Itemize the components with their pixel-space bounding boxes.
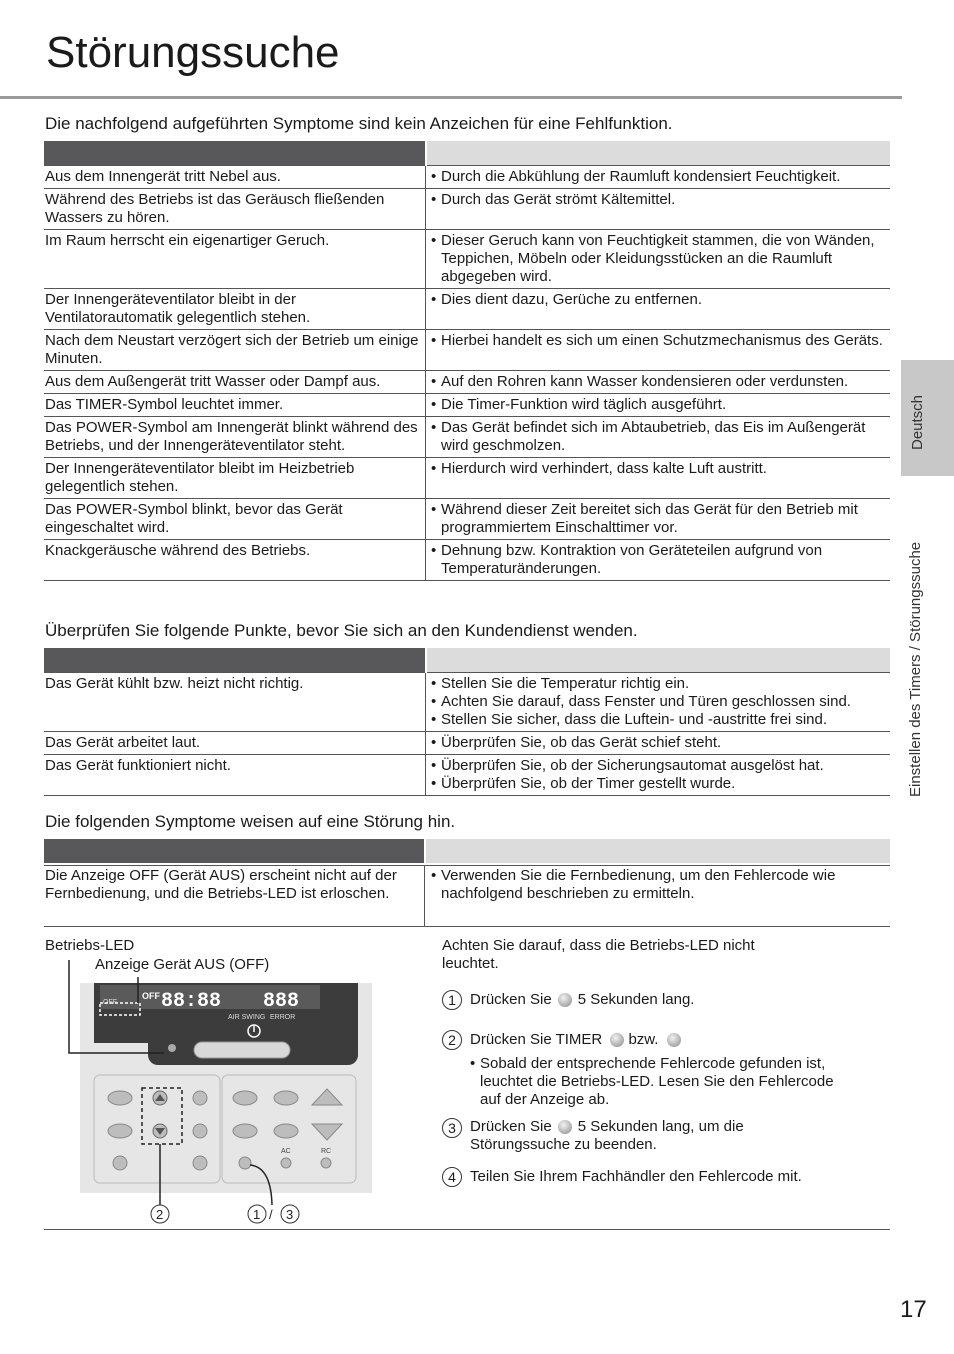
- section-side-label: Einstellen des Timers / Störungssuche: [907, 541, 924, 797]
- operation-led: [168, 1044, 176, 1052]
- cause-cell: [426, 673, 891, 732]
- symptom-cell: Das TIMER-Symbol leuchtet immer.: [44, 394, 426, 417]
- table-row: [44, 166, 890, 189]
- table-row: [44, 755, 890, 796]
- fault-cause: • Verwenden Sie die Fernbedienung, um den Fehlercode wie nachfolgend beschrieben zu ermitteln.: [431, 867, 836, 902]
- step-2-bullet: • Sobald der entsprechende Fehlercode gefunden ist, leuchtet die Betriebs-LED. Lesen Sie den Fehlercode auf der Anzeige ab.: [470, 1055, 834, 1108]
- label-ac: AC: [281, 1148, 291, 1155]
- remote-display-code: 888: [263, 990, 300, 1013]
- cause-item: • Dehnung bzw. Kontraktion von Geräteteilen aufgrund von Temperaturänderungen.: [431, 542, 823, 577]
- remote-off-large: OFF: [142, 991, 160, 1001]
- symptom-table-2: [44, 648, 890, 796]
- cause-item: • Während dieser Zeit bereitet sich das Gerät für den Betrieb mit programmiertem Einschalttimer vor.: [431, 501, 858, 536]
- remote-button[interactable]: [233, 1091, 257, 1105]
- remote-button[interactable]: [193, 1091, 207, 1105]
- symptom-cell: Das Gerät arbeitet laut.: [44, 732, 426, 755]
- check-button[interactable]: [239, 1157, 251, 1169]
- section-bottom-divider: [44, 1229, 890, 1230]
- cause-item: • Überprüfen Sie, ob das Gerät schief steht.: [431, 734, 722, 751]
- table-header-cause: [426, 648, 891, 673]
- cause-item: • Überprüfen Sie, ob der Timer gestellt wurde.: [431, 775, 736, 792]
- label-operation-led: Betriebs-LED: [45, 937, 135, 954]
- remote-button[interactable]: [193, 1124, 207, 1138]
- remote-button[interactable]: [108, 1091, 132, 1105]
- table-row: [44, 371, 890, 394]
- symptom-cell: Aus dem Innengerät tritt Nebel aus.: [44, 166, 426, 189]
- check-button-icon: [558, 1120, 572, 1134]
- table-row: [44, 499, 890, 540]
- fault-symptom: Die Anzeige OFF (Gerät AUS) erscheint nicht auf der Fernbedienung, und die Betriebs-LED ist erloschen.: [45, 867, 397, 902]
- symptom-cell: Nach dem Neustart verzögert sich der Betrieb um einige Minuten.: [44, 330, 426, 371]
- step-1: 1 Drücken Sie 5 Sekunden lang.: [442, 990, 694, 1010]
- cause-item: • Durch das Gerät strömt Kältemittel.: [431, 191, 676, 208]
- cause-item: • Durch die Abkühlung der Raumluft kondensiert Feuchtigkeit.: [431, 168, 841, 185]
- ac-reset-button[interactable]: [281, 1158, 291, 1168]
- cause-cell: [426, 330, 891, 371]
- cause-item: • Stellen Sie die Temperatur richtig ein.: [431, 675, 690, 692]
- svg-text:3: 3: [286, 1207, 294, 1222]
- table-row: [44, 732, 890, 755]
- label-error: ERROR: [270, 1014, 296, 1021]
- cause-cell: [426, 189, 891, 230]
- timer-down-icon: [667, 1033, 681, 1047]
- cause-item: • Achten Sie darauf, dass Fenster und Türen geschlossen sind.: [431, 693, 851, 710]
- row-divider: [44, 865, 890, 866]
- instruction-note: Achten Sie darauf, dass die Betriebs-LED nicht leuchtet.: [442, 937, 755, 972]
- column-divider: [424, 866, 425, 926]
- remote-button[interactable]: [193, 1156, 207, 1170]
- step-2: 2 Drücken Sie TIMER bzw.: [442, 1030, 685, 1050]
- cause-cell: [426, 394, 891, 417]
- table-row: [44, 330, 890, 371]
- remote-button[interactable]: [274, 1124, 298, 1138]
- table-header-cause: [426, 839, 890, 863]
- cause-item: • Stellen Sie sicher, dass die Luftein- und -austritte frei sind.: [431, 711, 828, 728]
- cause-item: • Dies dient dazu, Gerüche zu entfernen.: [431, 291, 702, 308]
- cause-cell: [426, 755, 891, 796]
- symptom-cell: Der Innengeräteventilator bleibt im Heizbetrieb gelegentlich stehen.: [44, 458, 426, 499]
- symptom-cell: Das POWER-Symbol am Innengerät blinkt während des Betriebs, und der Innengeräteventilator steht.: [44, 417, 426, 458]
- cause-item: • Die Timer-Funktion wird täglich ausgeführt.: [431, 396, 727, 413]
- table-row: [44, 230, 890, 289]
- table-header-symptom: [44, 839, 424, 863]
- symptom-cell: Aus dem Außengerät tritt Wasser oder Dampf aus.: [44, 371, 426, 394]
- cause-item: • Dieser Geruch kann von Feuchtigkeit stammen, die von Wänden, Teppichen, Möbeln oder Kleidungsstücken an die Raumluft abgegeben wird.: [431, 232, 875, 285]
- cause-item: • Das Gerät befindet sich im Abtaubetrieb, das Eis im Außengerät wird geschmolzen.: [431, 419, 866, 454]
- symptom-table-1: [44, 141, 890, 581]
- language-tab-label: Deutsch: [909, 394, 926, 450]
- remote-button[interactable]: [233, 1124, 257, 1138]
- table-row: [44, 540, 890, 581]
- step-4: 4 Teilen Sie Ihrem Fachhändler den Fehlercode mit.: [442, 1167, 862, 1187]
- cause-cell: [426, 166, 891, 189]
- remote-button[interactable]: [108, 1124, 132, 1138]
- cause-cell: [426, 732, 891, 755]
- symptom-cell: Das POWER-Symbol blinkt, bevor das Gerät eingeschaltet wird.: [44, 499, 426, 540]
- section3-intro: Die folgenden Symptome weisen auf eine Störung hin.: [45, 812, 456, 831]
- cause-item: • Auf den Rohren kann Wasser kondensieren oder verdunsten.: [431, 373, 849, 390]
- section2-intro: Überprüfen Sie folgende Punkte, bevor Sie sich an den Kundendienst wenden.: [45, 621, 638, 640]
- table-row: [44, 417, 890, 458]
- label-off-indicator: Anzeige Gerät AUS (OFF): [95, 956, 270, 973]
- remote-control-illustration: [66, 955, 376, 1230]
- label-rc: RC: [321, 1148, 332, 1155]
- remote-display-time: 88:88: [161, 990, 222, 1013]
- symptom-cell: Das Gerät funktioniert nicht.: [44, 755, 426, 796]
- table-row: [44, 394, 890, 417]
- symptom-cell: Während des Betriebs ist das Geräusch fließenden Wassers zu hören.: [44, 189, 426, 230]
- cause-cell: [426, 499, 891, 540]
- remote-button[interactable]: [274, 1091, 298, 1105]
- table-row: [44, 189, 890, 230]
- power-button[interactable]: [194, 1042, 290, 1058]
- timer-up-icon: [610, 1033, 624, 1047]
- cause-cell: [426, 417, 891, 458]
- label-air-swing: AIR SWING: [228, 1014, 266, 1021]
- symptom-cell: Im Raum herrscht ein eigenartiger Geruch.: [44, 230, 426, 289]
- svg-text:1: 1: [253, 1207, 261, 1222]
- table-header-symptom: [44, 648, 426, 673]
- svg-text:2: 2: [156, 1207, 164, 1222]
- row-divider: [44, 926, 890, 927]
- table-row: [44, 458, 890, 499]
- table-row: [44, 289, 890, 330]
- table-row: [44, 673, 890, 732]
- svg-text:/: /: [269, 1207, 273, 1222]
- cause-item: • Hierbei handelt es sich um einen Schutzmechanismus des Geräts.: [431, 332, 883, 349]
- cause-cell: [426, 289, 891, 330]
- cause-cell: [426, 540, 891, 581]
- section1-intro: Die nachfolgend aufgeführten Symptome sind kein Anzeichen für eine Fehlfunktion.: [45, 114, 673, 133]
- table-header-cause: [426, 141, 891, 166]
- symptom-cell: Das Gerät kühlt bzw. heizt nicht richtig.: [44, 673, 426, 732]
- symptom-cell: Knackgeräusche während des Betriebs.: [44, 540, 426, 581]
- page-title: Störungssuche: [46, 28, 340, 77]
- step-3: 3 Drücken Sie 5 Sekunden lang, um die Störungssuche zu beenden.: [442, 1118, 802, 1154]
- cause-item: • Hierdurch wird verhindert, dass kalte Luft austritt.: [431, 460, 767, 477]
- check-button-icon: [558, 993, 572, 1007]
- cause-cell: [426, 458, 891, 499]
- rc-button[interactable]: [321, 1158, 331, 1168]
- remote-button[interactable]: [113, 1156, 127, 1170]
- cause-cell: [426, 230, 891, 289]
- remote-off-small: OFF: [103, 999, 117, 1006]
- title-divider: [0, 96, 902, 99]
- page-number: 17: [900, 1296, 927, 1323]
- cause-cell: [426, 371, 891, 394]
- cause-item: • Überprüfen Sie, ob der Sicherungsautomat ausgelöst hat.: [431, 757, 824, 774]
- symptom-cell: Der Innengeräteventilator bleibt in der Ventilatorautomatik gelegentlich stehen.: [44, 289, 426, 330]
- table-header-symptom: [44, 141, 426, 166]
